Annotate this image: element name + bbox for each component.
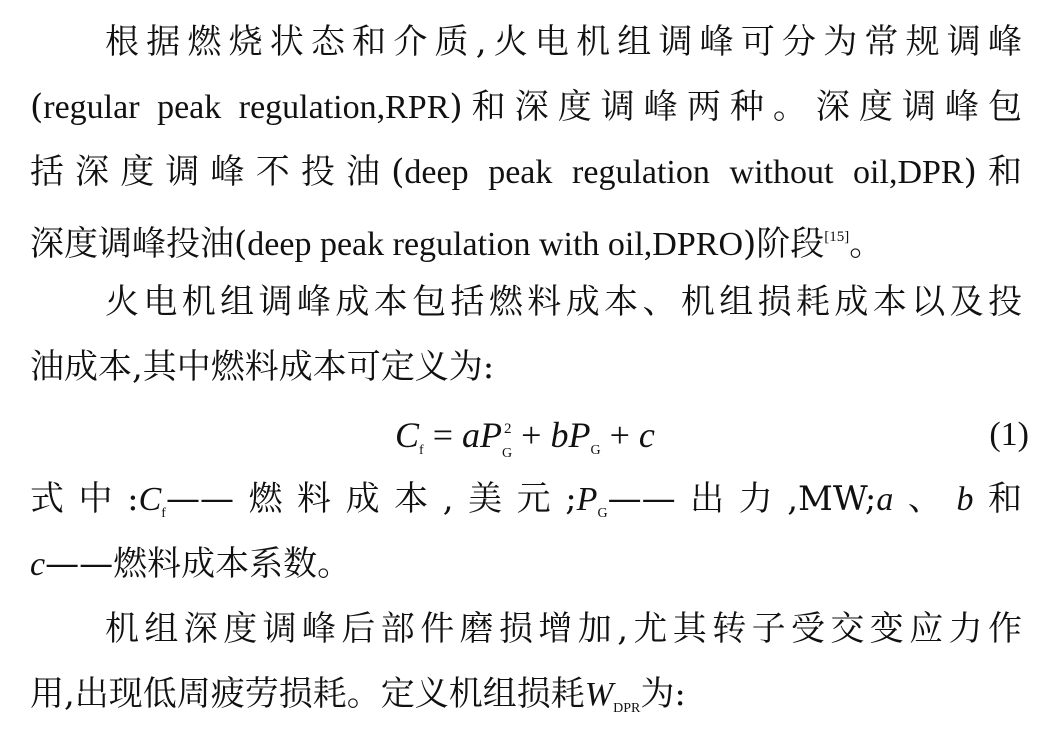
symbol-subscript: f	[161, 506, 166, 521]
equation-operator: +	[600, 415, 639, 455]
paragraph-1-line-2	[30, 81, 1022, 134]
text-run: 括深度调峰不投油(	[30, 152, 405, 192]
equation-subscript: G	[590, 443, 601, 458]
equation-variable: b	[550, 415, 569, 455]
symbol-subscript: G	[597, 506, 608, 521]
english-term: deep peak regulation without oil,DPR	[404, 154, 964, 191]
text-run: 、	[893, 479, 957, 519]
equation-operator: +	[512, 415, 551, 455]
text-run: 机组深度调峰后部件磨损增加,尤其转子受交变应力作	[105, 609, 1022, 649]
text-run: 根据燃烧状态和介质,火电机组调峰可分为常规调峰	[105, 22, 1022, 62]
text-run: ——出力,MW;	[607, 479, 877, 519]
text-run: 用,出现低周疲劳损耗。定义机组损耗	[30, 674, 585, 714]
equation-superscript: 2	[504, 421, 512, 437]
text-run: 。	[849, 224, 884, 264]
paragraph-1-line-1	[105, 16, 1022, 68]
equation-variable: c	[638, 415, 655, 455]
text-run: 和	[973, 479, 1023, 519]
text-run: 油成本,其中燃料成本可定义为:	[30, 347, 495, 387]
equation-variable: P	[568, 415, 591, 455]
symbol-variable: a	[876, 481, 894, 518]
text-run: (	[30, 87, 44, 127]
equation-variable: C	[395, 415, 420, 455]
equation-subscript: f	[419, 443, 424, 458]
equation-variable: a	[462, 415, 480, 455]
equation-number: (1)	[989, 416, 1029, 453]
english-term: deep peak regulation with oil,DPRO	[247, 226, 744, 263]
paragraph-1-line-4	[30, 211, 1022, 271]
symbol-variable: c	[30, 546, 46, 583]
symbol-variable: C	[138, 481, 162, 518]
equation-operator: =	[423, 415, 462, 455]
text-run: ——燃料成本系数。	[45, 544, 352, 584]
text-run: )和	[963, 152, 1022, 192]
text-run: 深度调峰投油(	[30, 224, 248, 264]
where-clause-line-2	[30, 538, 1022, 591]
paragraph-2-line-1	[105, 276, 1022, 328]
paragraph-3-line-2	[30, 668, 1022, 735]
symbol-variable: W	[584, 676, 614, 713]
equation-1	[0, 405, 1051, 465]
symbol-variable: P	[576, 481, 598, 518]
text-run: )阶段	[743, 224, 825, 264]
english-term: regular peak regulation,RPR	[43, 89, 450, 126]
paragraph-2-line-2	[30, 341, 1022, 393]
symbol-subscript: DPR	[613, 701, 641, 716]
equation-body	[395, 405, 655, 481]
text-run: )和深度调峰两种。深度调峰包	[449, 87, 1023, 127]
text-run: 为:	[640, 674, 686, 714]
equation-script-stack	[502, 405, 512, 474]
paragraph-1-line-3	[30, 146, 1022, 199]
paragraph-3-line-1	[105, 603, 1022, 655]
text-run: 火电机组调峰成本包括燃料成本、机组损耗成本以及投	[105, 282, 1022, 322]
equation-variable: P	[480, 415, 502, 455]
symbol-variable: b	[956, 481, 974, 518]
equation-subscript: G	[502, 446, 513, 461]
citation-reference: [15]	[824, 229, 850, 245]
text-run: 式中:	[30, 479, 139, 519]
text-run: ——燃料成本,美元;	[165, 479, 577, 519]
where-clause-line-1	[30, 473, 1022, 540]
